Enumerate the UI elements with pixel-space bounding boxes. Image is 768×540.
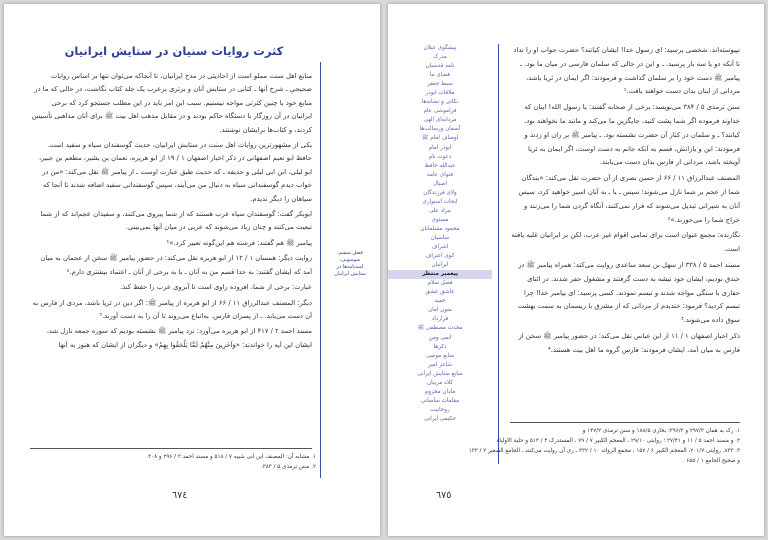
paragraph: نگارنده: مجمع عنوان است برای تمامی اقوام غیر عرب، لکن بر ایرانیان غلبه یافته است. xyxy=(511,231,740,254)
sidebar-index-item[interactable]: اشراف xyxy=(431,244,449,251)
right-page xyxy=(388,4,764,536)
sidebar-index-item[interactable]: مردانه‌ای الهی xyxy=(423,117,457,124)
sidebar-index-item[interactable]: انمی ومن xyxy=(428,334,452,341)
sidebar-index-item[interactable]: اوصاف امام ﷺ xyxy=(421,135,459,142)
page-title: کثرت روایات سنیان در ستایش ایرانیان xyxy=(64,44,284,58)
footnotes xyxy=(26,452,316,472)
paragraph: مسند احمد ۵ / ۳۳۸ از سهل بن سعد ساعدی روایت می‌کند: همراه پیامبر ﷺ در خندق بودیم، ایشان خود نیشه به دست گرفتند و مشغول حفر شدند. در اثنای حفاری با سنگی مواجه شدند و تبسم نمودند. کسی پرسید: ای پیامبر خدا! چرا تبسم کردید؟ فرمود: خندیدم از مردانی که از مشرق با ریسمان به سمت بهشت سوق داده می‌شوند.³ xyxy=(517,260,740,325)
sidebar-index-item[interactable]: نکاتی و نشانه‌ها xyxy=(421,99,459,106)
sidebar-index-item[interactable]: پیشگوی عیلان xyxy=(423,45,457,51)
footnote-rule xyxy=(30,448,312,449)
sidebar-index-item[interactable]: شاعر امیر xyxy=(428,361,452,368)
paragraph: نپیوسته‌اند. شخصی پرسید: ای رسول خدا! ایشان کیانند؟ حضرت جواب او را نداد تا آنکه دو یا سه بار پرسید. ـ و این در حالی که سلمان فارسی در میان ما بود. ـ پیامبر ﷺ دست خود را بر سلمان گذاشت و فرمودند: اگر ایمان در ثریا باشد، مردانی از اینان بدان دست خواهند یافت.¹ xyxy=(513,46,740,96)
sidebar-index-item[interactable]: ذکرها xyxy=(433,343,447,350)
footnote: و صحیح الجامع ۱ / ۶۵۵ . xyxy=(682,458,740,464)
sidebar-rule xyxy=(498,44,499,464)
sidebar-index-item[interactable]: ملاقات ابوذر xyxy=(425,90,455,97)
sidebar-index-item[interactable]: سبط جعفر xyxy=(427,81,453,88)
sidebar-index-item[interactable]: ایرانیان xyxy=(431,262,449,269)
sidebar-index-item[interactable]: منابع موصی xyxy=(426,352,454,359)
sidebar-index-item[interactable]: محمود مسلمانان xyxy=(420,225,460,232)
sidebar-index-item[interactable]: ابوذر امام xyxy=(428,144,452,151)
sidebar-index xyxy=(388,44,492,424)
left-body-text xyxy=(30,70,312,354)
sidebar-index-item[interactable]: ساسیان xyxy=(430,234,450,241)
sidebar-index-item[interactable]: فتوای عامه xyxy=(427,171,453,178)
sidebar-index-item[interactable]: مراد علی xyxy=(429,207,451,214)
page-number: ٦٧٤ xyxy=(172,490,188,501)
sidebar-index-item[interactable]: قرارداد xyxy=(431,316,449,323)
paragraph: المصنف عبدالرزاق ۱۱ / ۶۶ از حسن بصری از آن حضرت نقل می‌کند: «بندگان شما از عجم بر شما نازل می‌شوند؛ سپس ـ یا ـ به آنان اسیر خواهید کرد، سپس آنان به شیرانی تبدیل می‌شوند که فرار نمی‌کنند، آنگاه گردن شما را می‌زنند و خراج شما را می‌خورند.»² xyxy=(518,174,740,224)
sidebar-index-item[interactable]: عبدالله حافظ xyxy=(424,162,456,169)
footnote: ۱. مشابه آن: المصنف ابن ابی شیبه ۷ / ۵۱۸ و مسند احمد ۲ / ۲۹۶ و ۳۰۸. xyxy=(146,454,316,460)
paragraph: پیامبر ﷺ هم گفتند: فرشته هم این‌گونه تعبیر کرد.»¹ xyxy=(166,238,312,247)
sidebar-index-item[interactable]: آسمان ورسالت‌ها xyxy=(419,126,461,133)
right-body-text xyxy=(510,44,740,360)
side-caption: فصل ششم: سو‌منونی، اسدنامه‌ها در ستایش ایرانیان xyxy=(334,250,366,277)
sidebar-index-item[interactable]: پیغمبر منتظر xyxy=(388,270,492,279)
sidebar-index-item[interactable]: کوی اعتراف xyxy=(425,253,455,260)
sidebar-index-item[interactable]: اصیال xyxy=(433,180,447,187)
sidebar-index-item[interactable]: دعوت نام xyxy=(428,153,452,160)
sidebar-index-item[interactable]: روحانیت xyxy=(430,406,450,413)
paragraph: دیگر: المصنف عبدالرزاق ۱۱ / ۶۶ از ابو هریره از پیامبر ﷺ: اگر دین در ثریا باشد، مردی از فارس به آن دست می‌یابد. ـ از پسران فارس. به‌اتباع می‌روند تا آن را به دست آورند.³ xyxy=(32,298,312,320)
paragraph: ذکر اخبار اصفهان ۱ / ۱۱ از ابن عباس نقل می‌کند: در حضور پیامبر ﷺ سخن از فارس به میان آمد، ایشان فرمودند: فارس گروه ما اهل بیت هستند.⁴ xyxy=(518,331,740,354)
sidebar-index-item[interactable]: منابع ستایش ایرانی xyxy=(417,370,463,377)
sidebar-index-item[interactable]: ابحات استواری xyxy=(422,198,458,205)
sidebar-index-item[interactable]: نامه قدسیان xyxy=(425,63,455,70)
page-number: ٦٧٥ xyxy=(436,490,452,501)
sidebar-index-item[interactable]: محدث مصطفی ﷺ xyxy=(417,325,463,332)
paragraph: منابع اهل سنت مملو است از احادیثی در مدح ایرانیان، تا آنجاکه می‌توان تنها بر اساس روایات صحیحیِ ـ شرح آنها ـ کتابی در ستایش آنان و برتری برعرب یک جلد کتاب نگاشت، در حالی که ما در منابع خود با چنین کثرتی مواجه نیستیم. سبب این امر باید در این مطلب جستجو کرد که برخی ایرانیان در آن روزگار با دستگاه حاکم بودند و در مقابل مذهب اهل بیت ﷺ برای آنان مذاهبی تأسیس کردند، و کتاب‌ها برایشان نوشتند. xyxy=(31,72,312,134)
title-rule xyxy=(320,62,321,478)
paragraph: عبارت: برخی از شما، افزوده راوی است تا آبروی عرب را حفظ کند. xyxy=(119,283,312,292)
sidebar-index-item[interactable]: عاشق عشق xyxy=(425,289,455,296)
sidebar-index-item[interactable]: فصل سلام xyxy=(427,280,453,287)
footnote-rule xyxy=(510,422,740,423)
paragraph: روایت دیگر: همسان ۱ / ۱۲ از ابو هریره نقل می‌کند: در حضور پیامبر ﷺ سخن از عجمان به میان آمد که ایشان گفتند: به خدا قسم من به آنان ـ یا به برخی از آنان ـ اعتماد بیشتری دارم.² xyxy=(40,254,312,276)
sidebar-index-item[interactable]: مستوی xyxy=(431,216,449,223)
footnote: ۲. سنن ترمذی ۵ / ۳۸۳. xyxy=(261,464,316,470)
sidebar-index-item[interactable]: مادان مخزوم xyxy=(424,388,456,395)
sidebar-index-item[interactable]: فراموشی عام xyxy=(423,108,457,115)
footnote: ۱. رک به همان ۲۹۷/۲ و ۲۹۶/۲؛ بخاری ۱۸۸/۵ و سنن ترمذی ۱۴۷/۲ و xyxy=(582,428,740,434)
left-page xyxy=(4,4,380,536)
sidebar-index-item[interactable]: ولای فرزندگان xyxy=(423,189,457,196)
sidebar-index-item[interactable]: متون امان xyxy=(428,307,452,314)
sidebar-index-item[interactable]: مقامات ساسانی xyxy=(420,397,460,404)
sidebar-index-item[interactable]: کلاه مربیان xyxy=(427,379,453,386)
paragraph: یکی از مشهورترین روایات اهل سنت در ستایش ایرانیان، حدیث گوسفندان سیاه و سفید است. حافظ ابو نعیم اصفهانی در ذکر اخبار اصفهان ۱ / ۱۹ از ابو هریره، نعمان بن بشیر، مطعم بن جبیر، ابو لیلی، ابن ابی لیلی و حذیفه ـ که حدیث طبق عبارت اوست ـ از پیامبر ﷺ نقل می‌کند: «من در خواب دیدم گوسفندانی سیاه به دنبال من می‌آیند، سپس گوسفندانی سفید اضافه شدند تا آنجا که سیاهان را دیگر ندیدم. xyxy=(38,141,312,203)
footnote: ۳. ۸۳۳. روایتی ۲۰۱/۷، المعجم الکبیر ۶ / ۱۵۷ ، مجمع الزوائد ۱۰ / ۳۳۲ ـ ری آن روایت می‌کنند ـ الجامع الصغیر ۲ / ۱۳۳ xyxy=(468,448,740,454)
paragraph: مسند احمد ۲ / ۴۱۷ از ابو هریره می‌آورد: نزد پیامبر ﷺ نشسته بودیم که سوره جمعه نازل شد، ایشان این آیه را خواندند: «وَآخَرِينَ مِنْهُمْ لَمَّا يَلْحَقُوا بِهِمْ» و دیگران از ایشان که هنوز به آنها xyxy=(46,327,312,349)
paragraph: سنن ترمذی ۵ / ۳۸۴ می‌نویسد: برخی از صحابه گفتند: یا رسول الله! اینان که خداوند فرموده اگر شما پشت کنید، جایگزین ما می‌کند و مانند ما نخواهند بود، کیانند؟ ـ و سلمان در کنار آن حضرت نشسته بود. ـ پیامبر ﷺ بر ران او زدند و فرمودند: این و یارانش، قسم به آنکه جانم به دست اوست، اگر ایمان به ثریا آویخته باشد، مردانی از فارس بدان دست می‌یابند. xyxy=(524,103,740,167)
sidebar-index-item[interactable]: حکیمی ایرانی xyxy=(424,415,456,422)
sidebar-index-item[interactable]: حمید xyxy=(434,298,446,305)
footnotes xyxy=(454,426,740,466)
footnote: ۲. و مسند احمد ۵ / ۱۱ و ۲۷/۴۱ ؛ روایتی ۲۹/۱۰ ، المعجم الکبیر ۷ / ۷۹ ، المستدرک ۴ / ۵۱۲ و حلیة الاولیاء xyxy=(496,438,740,444)
sidebar-index-item[interactable]: مدرک xyxy=(433,54,447,61)
sidebar-index-item[interactable]: فضای ما xyxy=(429,72,451,79)
paragraph: ابوبکر گفت: گوسفندان سیاه عرب هستند که از شما پیروی می‌کنند، و سفیدان عجم‌اند که از شما تبعیت می‌کنند و چنان زیاد می‌شوند که عربی در میان آنها نمی‌بینی. xyxy=(40,210,312,232)
